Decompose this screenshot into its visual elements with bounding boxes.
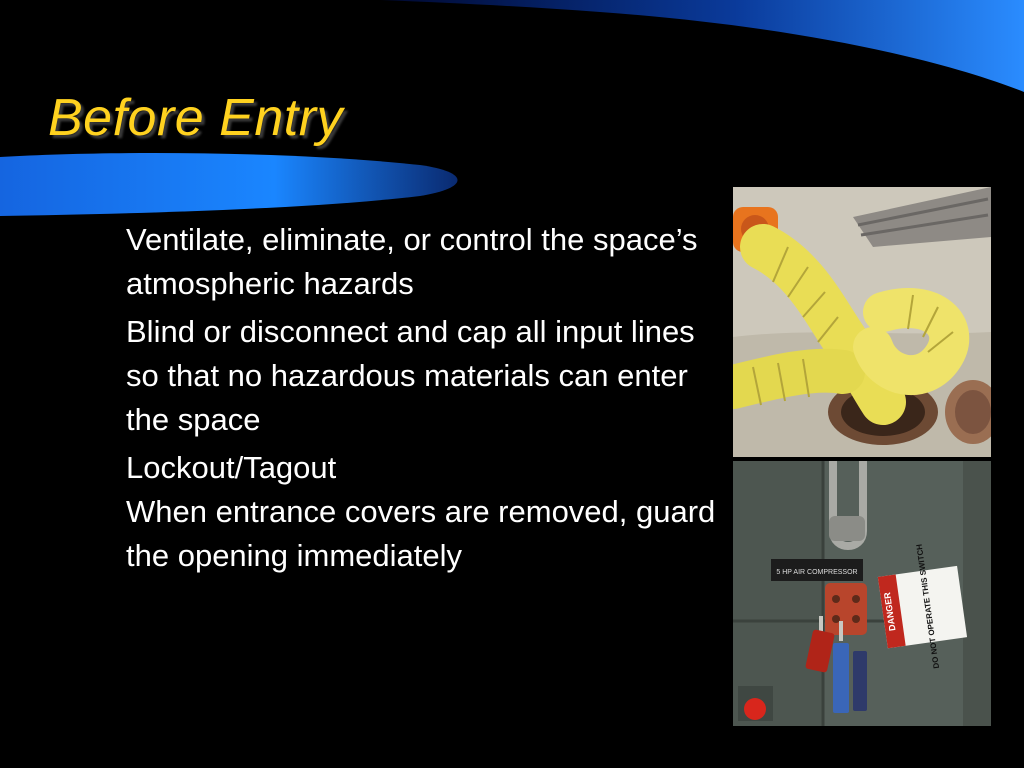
ventilation-hose-photo (733, 187, 991, 457)
tag-header: DANGER (882, 591, 898, 632)
lockout-tagout-photo (733, 461, 991, 726)
bullet-blind-lines: Blind or disconnect and cap all input lines so that no hazardous materials can enter the space (126, 314, 695, 437)
slide-title: Before Entry (48, 89, 344, 147)
bullet-list (126, 218, 726, 582)
bullet-ventilate: Ventilate, eliminate, or control the space’s atmospheric hazards (126, 222, 698, 301)
plate-text: 5 HP AIR COMPRESSOR (776, 569, 858, 576)
bullet-guard-opening: When entrance covers are removed, guard the opening immediately (126, 494, 716, 573)
tag-text: DO NOT OPERATE THIS SWITCH (914, 543, 942, 670)
bullet-lockout: Lockout/Tagout (126, 450, 337, 485)
